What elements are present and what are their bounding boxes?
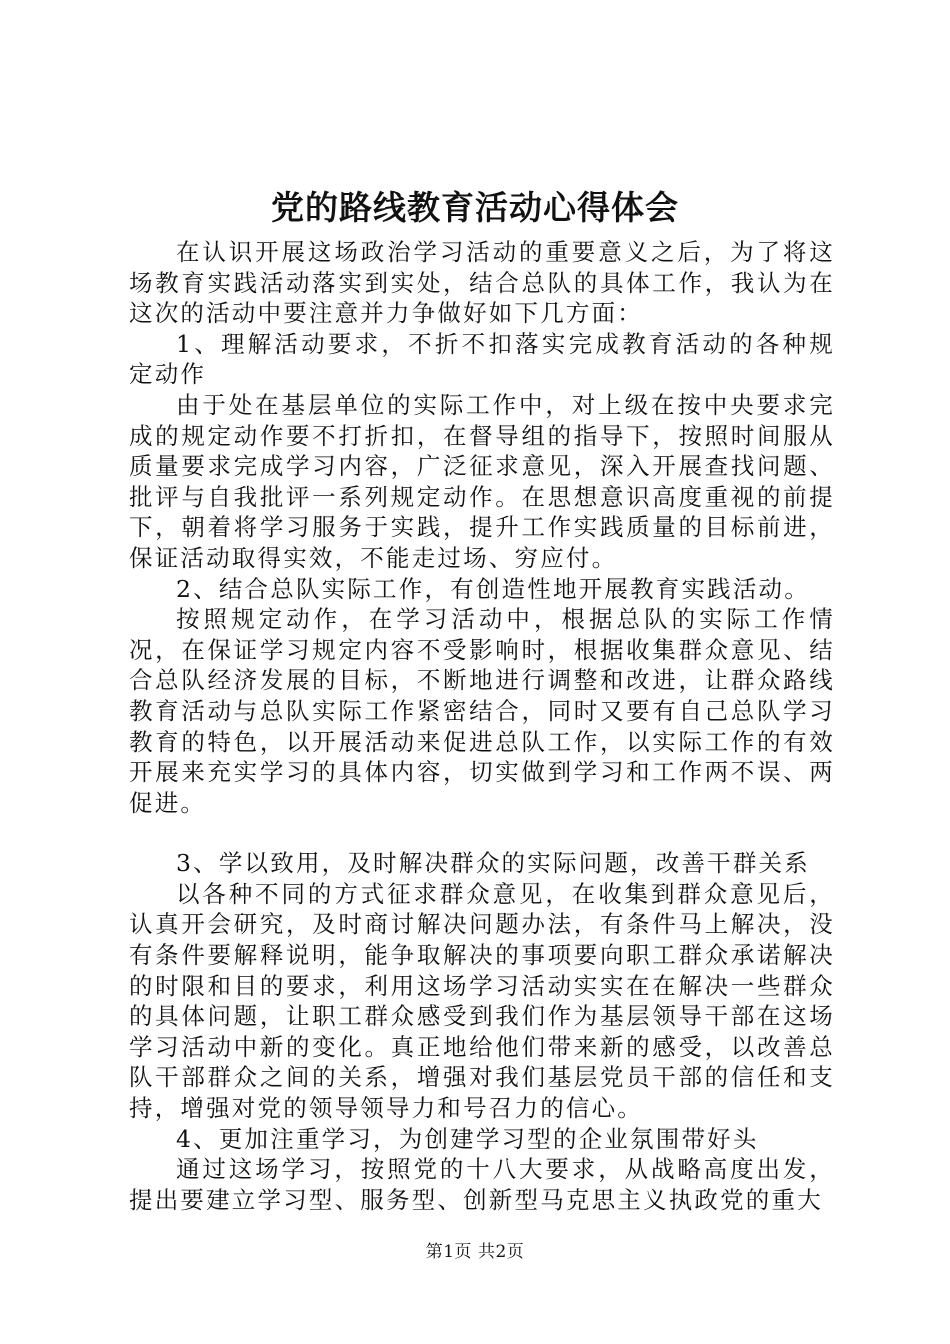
- document-body: [129, 237, 835, 1215]
- section-paragraph-4: 通过这场学习，按照党的十八大要求，从战略高度出发，提出要建立学习型、服务型、创新型马克思主义执政党的重大: [129, 1155, 835, 1214]
- page-footer: 第1页 共2页: [425, 1242, 525, 1262]
- document-title: 党的路线教育活动心得体会: [271, 188, 679, 227]
- section-heading-3: 3、学以致用，及时解决群众的实际问题，改善干群关系: [176, 849, 810, 878]
- intro-paragraph: 在认识开展这场政治学习活动的重要意义之后，为了将这场教育实践活动落实到实处，结合总队的具体工作，我认为在这次的活动中要注意并力争做好如下几方面：: [129, 238, 835, 328]
- section-heading-1: 1、理解活动要求，不折不扣落实完成教育活动的各种规定动作: [129, 329, 835, 389]
- paragraph-gap: [129, 818, 835, 848]
- section-paragraph-2: 按照规定动作，在学习活动中，根据总队的实际工作情况，在保证学习规定内容不受影响时，根据收集群众意见、结合总队经济发展的目标，不断地进行调整和改进，让群众路线教育活动与总队实际工作紧密结合，同时又要有自己总队学习教育的特色，以开展活动来促进总队工作，以实际工作的有效开展来充实学习的具体内容，切实做到学习和工作两不误、两促进。: [129, 605, 835, 817]
- section-heading-2: 2、结合总队实际工作，有创造性地开展教育实践活动。: [176, 574, 810, 603]
- section-paragraph-3: 以各种不同的方式征求群众意见，在收集到群众意见后，认真开会研究，及时商讨解决问题办法，有条件马上解决，没有条件要解释说明，能争取解决的事项要向职工群众承诺解决的时限和目的要求，利用这场学习活动实实在在解决一些群众的具体问题，让职工群众感受到我们作为基层领导干部在这场学习活动中新的变化。真正地给他们带来新的感受，以改善总队干部群众之间的关系，增强对我们基层党员干部的信任和支持，增强对党的领导领导力和号召力的信心。: [129, 879, 835, 1123]
- section-paragraph-1: 由于处在基层单位的实际工作中，对上级在按中央要求完成的规定动作要不打折扣，在督导组的指导下，按照时间服从质量要求完成学习内容，广泛征求意见，深入开展查找问题、批评与自我批评一系列规定动作。在思想意识高度重视的前提下，朝着将学习服务于实践，提升工作实践质量的目标前进，保证活动取得实效，不能走过场、穷应付。: [129, 390, 835, 572]
- section-heading-4: 4、更加注重学习，为创建学习型的企业氛围带好头: [176, 1124, 759, 1153]
